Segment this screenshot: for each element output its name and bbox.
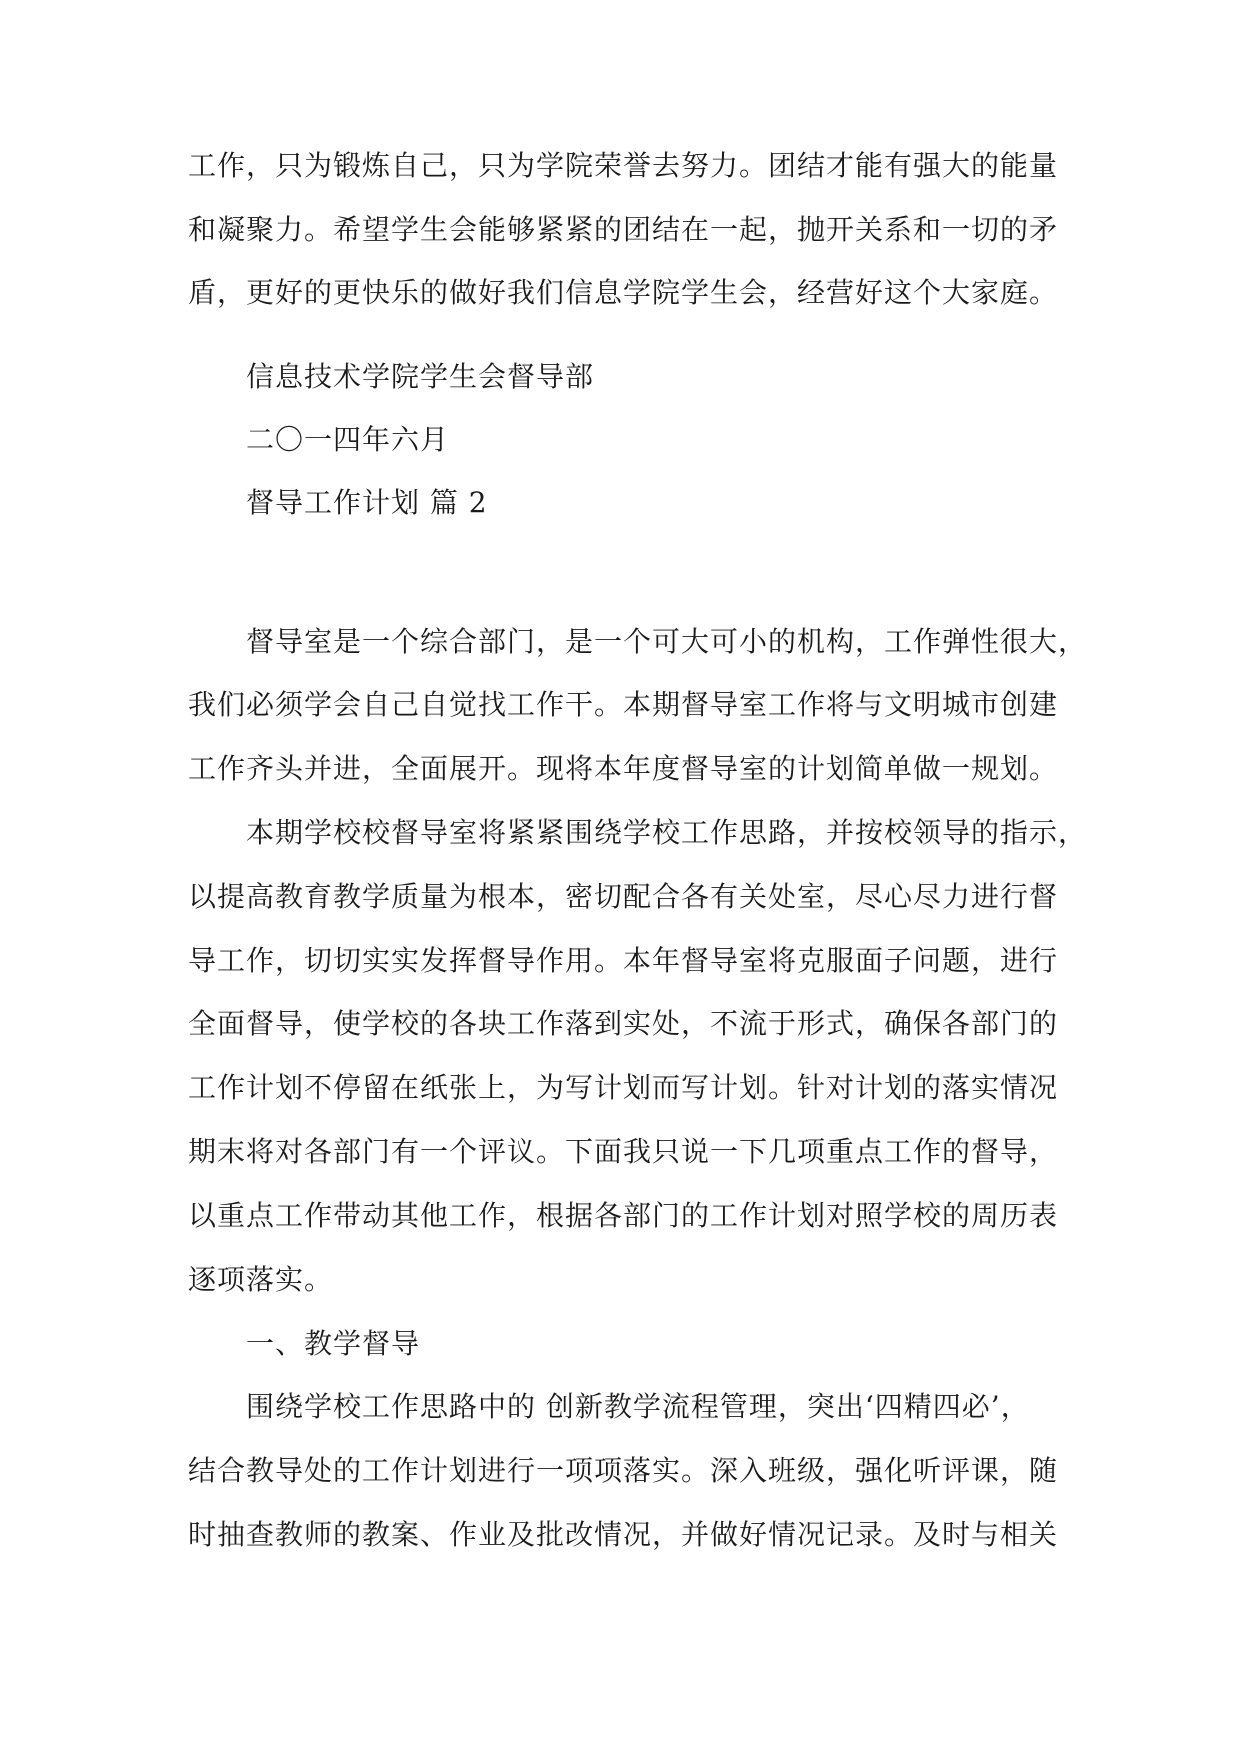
section-title: 督导工作计划 篇 2	[246, 486, 488, 519]
text-line: 期末将对各部门有一个评议。下面我只说一下几项重点工作的督导，	[188, 1135, 1059, 1168]
text-line: 和凝聚力。希望学生会能够紧紧的团结在一起，抛开关系和一切的矛	[188, 213, 1059, 246]
text-line: 盾，更好的更快乐的做好我们信息学院学生会，经营好这个大家庭。	[188, 276, 1059, 309]
text-line: 工作计划不停留在纸张上，为写计划而写计划。针对计划的落实情况	[188, 1071, 1059, 1104]
text-line: 我们必须学会自己自觉找工作干。本期督导室工作将与文明城市创建	[188, 688, 1059, 721]
text-line: 督导室是一个综合部门，是一个可大可小的机构，工作弹性很大，	[246, 625, 1088, 658]
text-line: 全面督导，使学校的各块工作落到实处，不流于形式，确保各部门的	[188, 1007, 1059, 1040]
text-line: 以重点工作带动其他工作，根据各部门的工作计划对照学校的周历表	[188, 1199, 1059, 1232]
text-line: 本期学校校督导室将紧紧围绕学校工作思路，并按校领导的指示，	[246, 816, 1088, 849]
section-heading: 一、教学督导	[246, 1327, 421, 1360]
text-line: 围绕学校工作思路中的 创新教学流程管理，突出‘四精四必’，	[246, 1390, 1030, 1423]
text-line: 逐项落实。	[188, 1263, 334, 1296]
text-line: 以提高教育教学质量为根本，密切配合各有关处室，尽心尽力进行督	[188, 880, 1059, 913]
text-line: 导工作，切切实实发挥督导作用。本年督导室将克服面子问题，进行	[188, 944, 1059, 977]
text-line: 时抽查教师的教案、作业及批改情况，并做好情况记录。及时与相关	[188, 1518, 1059, 1551]
signature-department: 信息技术学院学生会督导部	[246, 360, 595, 393]
text-line: 结合教导处的工作计划进行一项项落实。深入班级，强化听评课，随	[188, 1454, 1059, 1487]
text-line: 工作，只为锻炼自己，只为学院荣誉去努力。团结才能有强大的能量	[188, 149, 1059, 182]
signature-date: 二〇一四年六月	[246, 423, 450, 456]
text-line: 工作齐头并进，全面展开。现将本年度督导室的计划简单做一规划。	[188, 752, 1059, 785]
